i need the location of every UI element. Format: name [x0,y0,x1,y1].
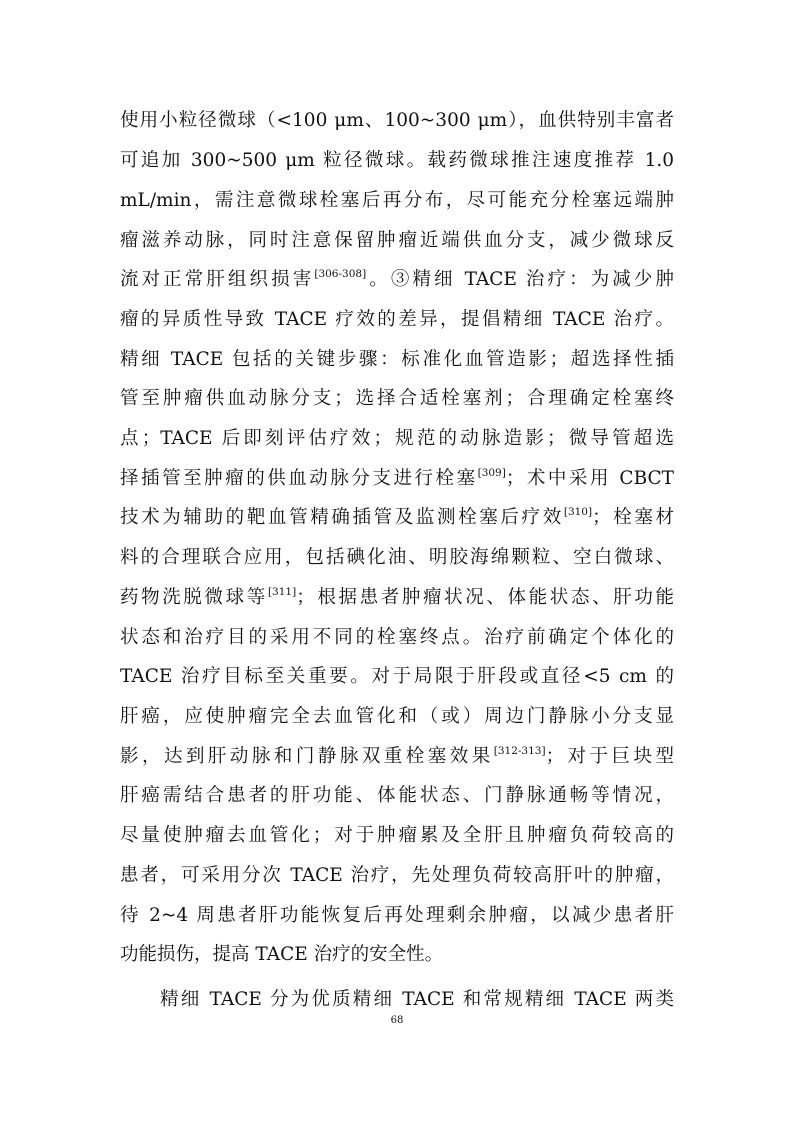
text-line: 尽量使肿瘤去血管化；对于肿瘤累及全肝且肿瘤负荷较高的 [120,825,674,846]
text-line [120,464,674,494]
citation-ref: [310] [563,506,593,518]
line-text: 流对正常肝组织损害 [120,269,315,290]
text-line: 瘤滋养动脉，同时注意保留肿瘤近端供血分支，减少微球反 [120,230,674,251]
citation-ref: [306-308] [314,268,367,280]
text-line [120,503,674,533]
line-text: 药物洗脱微球等 [120,587,268,608]
text-line: 患者，可采用分次 TACE 治疗，先处理负荷较高肝叶的肿瘤， [120,865,674,886]
text-line [120,265,674,295]
page-number: 68 [390,1015,404,1026]
line-text: 影，达到肝动脉和门静脉双重栓塞效果 [120,746,494,767]
text-line: mL/min，需注意微球栓塞后再分布，尽可能充分栓塞远端肿 [120,190,674,211]
text-line: TACE 治疗目标至关重要。对于局限于肝段或直径<5 cm 的 [120,666,674,687]
citation-ref: [311] [267,586,297,598]
citation-ref: [309] [477,467,506,479]
text-line: 使用小粒径微球（<100 μm、100~300 μm），血供特别丰富者 [120,110,674,131]
text-line: 点；TACE 后即刻评估疗效；规范的动脉造影；微导管超选 [120,428,674,449]
citation-ref: [312-313] [493,745,546,757]
text-line: 待 2~4 周患者肝功能恢复后再处理剩余肿瘤，以减少患者肝 [120,905,674,926]
text-line: 瘤的异质性导致 TACE 疗效的差异，提倡精细 TACE 治疗。 [120,309,674,330]
line-text: 技术为辅助的靶血管精确插管及监测栓塞后疗效 [120,507,564,528]
text-line: 状态和治疗目的采用不同的栓塞终点。治疗前确定个体化的 [120,627,674,648]
line-text: ；对于巨块型 [545,746,674,767]
line-text: 择插管至肿瘤的供血动脉分支进行栓塞 [120,468,478,489]
text-line: 肝癌，应使肿瘤完全去血管化和（或）周边门静脉小分支显 [120,706,674,727]
text-line: 管至肿瘤供血动脉分支；选择合适栓塞剂；合理确定栓塞终 [120,388,674,409]
text-line: 肝癌需结合患者的肝功能、体能状态、门静脉通畅等情况， [120,785,674,806]
text-line: 功能损伤，提高 TACE 治疗的安全性。 [120,944,444,965]
text-line: 可追加 300~500 μm 粒径微球。载药微球推注速度推荐 1.0 [120,150,674,171]
text-line [120,742,674,772]
text-line [120,583,674,613]
line-text: ；术中采用 CBCT [505,468,674,489]
text-line: 料的合理联合应用，包括碘化油、明胶海绵颗粒、空白微球、 [120,547,674,568]
text-line: 精细 TACE 包括的关键步骤：标准化血管造影；超选择性插 [120,349,674,370]
line-text: ；根据患者肿瘤状况、体能状态、肝功能 [296,587,674,608]
text-line: 精细 TACE 分为优质精细 TACE 和常规精细 TACE 两类 [160,989,674,1010]
line-text: ；栓塞材 [592,507,674,528]
line-text: 。③精细 TACE 治疗：为减少肿 [366,269,674,290]
